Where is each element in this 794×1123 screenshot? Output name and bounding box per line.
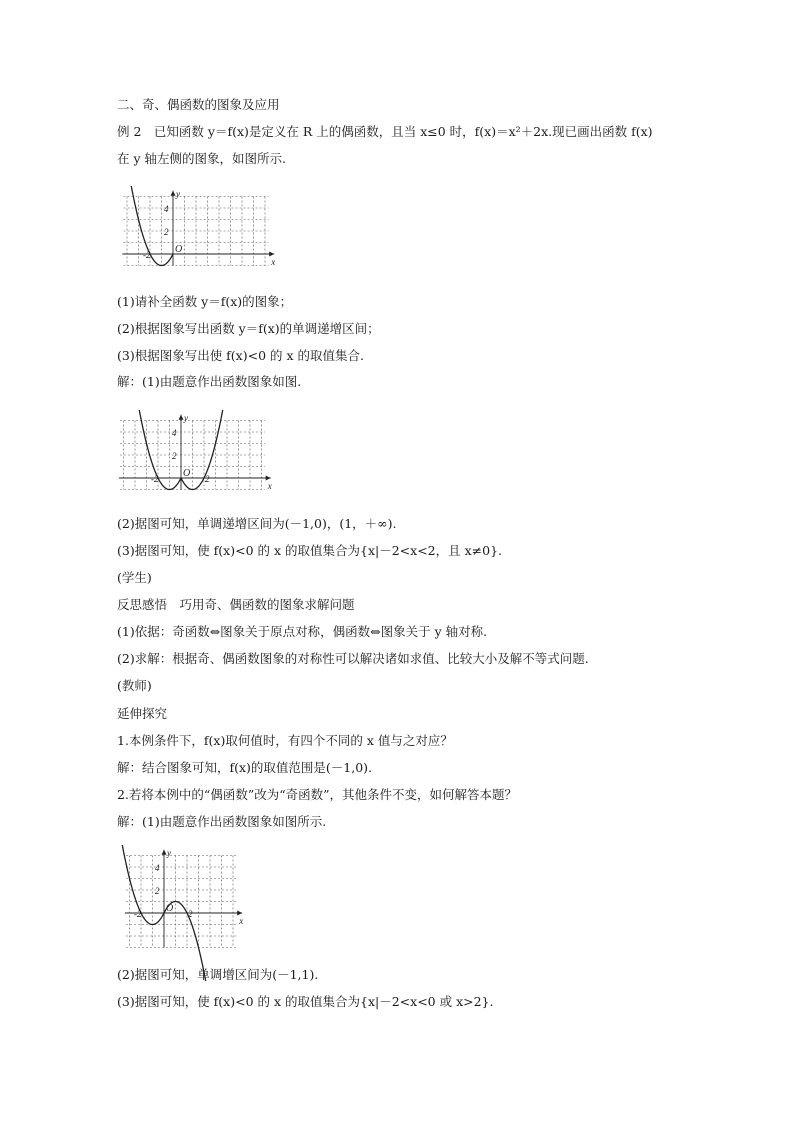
tick-label-4: 4 xyxy=(155,863,160,873)
reflection-heading: 反思感悟 巧用奇、偶函数的图象求解问题 xyxy=(117,597,355,612)
extension-a2-2: (2)据图可知，单调增区间为(－1,1). xyxy=(117,967,319,982)
solution-2: (2)据图可知，单调递增区间为(－1,0)，(1，＋∞). xyxy=(117,516,397,531)
graph-svg-2 xyxy=(117,400,277,492)
figure-odd-function-graph xyxy=(117,840,277,960)
extension-q2: 2.若将本例中的“偶函数”改为“奇函数”，其他条件不变，如何解答本题？ xyxy=(117,787,517,802)
x-axis-label: x xyxy=(267,481,272,491)
reflection-2: (2)求解：根据奇、偶函数图象的对称性可以解决诸如求值、比较大小及解不等式问题. xyxy=(117,651,589,666)
x-axis-arrow xyxy=(266,476,271,481)
label-student: (学生) xyxy=(117,570,152,585)
extension-a1: 解：结合图象可知，f(x)的取值范围是(－1,0). xyxy=(117,760,373,775)
solution-3: (3)据图可知，使 f(x)<0 的 x 的取值集合为{x|－2<x<2，且 x≠0}. xyxy=(117,543,502,558)
y-axis-label: y xyxy=(167,847,171,858)
figure-even-function-graph xyxy=(117,400,277,492)
extension-a2-3: (3)据图可知，使 f(x)<0 的 x 的取值集合为{x|－2<x<0 或 x>2}. xyxy=(117,994,494,1009)
example-statement-cont: 在 y 轴左侧的图象，如图所示. xyxy=(117,151,286,166)
section-heading: 二、奇、偶函数的图象及应用 xyxy=(117,97,280,112)
extension-q1: 1.本例条件下，f(x)取何值时，有四个不同的 x 值与之对应？ xyxy=(117,733,453,748)
x-axis-arrow xyxy=(269,252,274,257)
tick-label-4: 4 xyxy=(172,428,177,438)
solution-1: 解：(1)由题意作出函数图象如图. xyxy=(117,374,302,389)
tick-label-neg2: -2 xyxy=(134,909,142,919)
y-axis-label: y xyxy=(176,188,180,199)
y-axis-arrow xyxy=(162,850,167,855)
example-statement: 例 2 已知函数 y＝f(x)是定义在 R 上的偶函数，且当 x≤0 时，f(x)＝x²＋2x.现已画出函数 f(x) xyxy=(117,124,653,139)
origin-label: O xyxy=(183,468,191,479)
tick-label-2: 2 xyxy=(164,227,169,237)
tick-label-4: 4 xyxy=(164,204,169,214)
y-axis-arrow xyxy=(171,191,176,196)
tick-label-neg2: -2 xyxy=(151,474,159,484)
reflection-1: (1)依据：奇函数⇔图象关于原点对称，偶函数⇔图象关于 y 轴对称. xyxy=(117,624,488,639)
x-axis-label: x xyxy=(271,257,276,267)
label-teacher: (教师) xyxy=(117,678,152,693)
tick-label-pos2: 2 xyxy=(188,909,193,919)
origin-label: O xyxy=(175,244,183,255)
extension-a2-1: 解：(1)由题意作出函数图象如图所示. xyxy=(117,814,327,829)
question-3: (3)根据图象写出使 f(x)<0 的 x 的取值集合. xyxy=(117,348,364,363)
extension-heading: 延伸探究 xyxy=(117,706,168,721)
y-axis-label: y xyxy=(184,412,188,423)
x-axis-arrow xyxy=(237,911,242,916)
graph-svg-3 xyxy=(117,840,277,960)
question-2: (2)根据图象写出函数 y＝f(x)的单调递增区间； xyxy=(117,321,380,336)
x-axis-label: x xyxy=(239,916,244,926)
tick-label-pos2: 2 xyxy=(205,474,210,484)
figure-given-half-graph xyxy=(117,176,277,268)
tick-label-neg2: -2 xyxy=(143,250,151,260)
tick-label-2: 2 xyxy=(172,451,177,461)
origin-label: O xyxy=(166,903,174,914)
tick-label-2: 2 xyxy=(155,886,160,896)
question-1: (1)请补全函数 y＝f(x)的图象； xyxy=(117,294,293,309)
y-axis-arrow xyxy=(179,415,184,420)
graph-svg-1 xyxy=(117,176,277,268)
